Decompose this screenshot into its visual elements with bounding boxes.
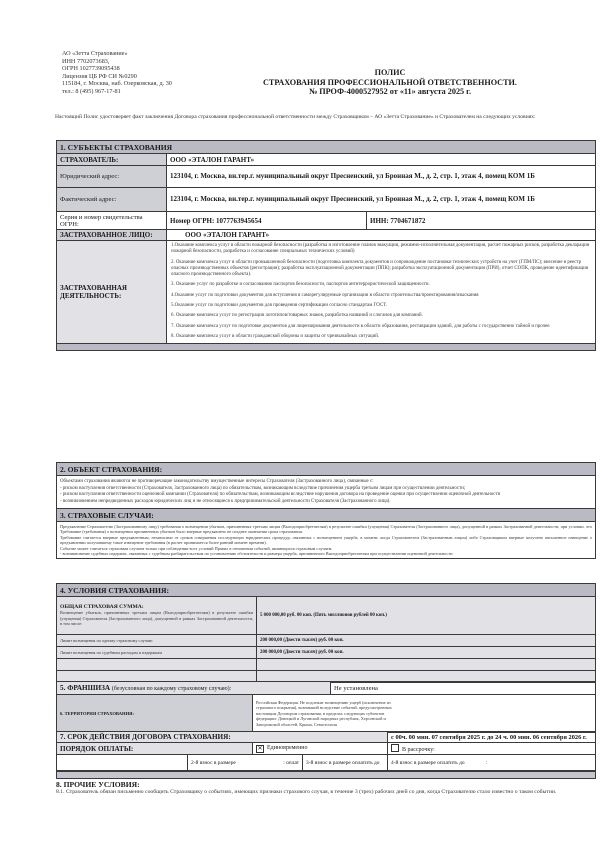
insured-value: ООО «ЭТАЛОН ГАРАНТ» [167, 230, 596, 241]
section-8-text: 8.1. Страхователь обязан письменно сообщить Страховщику о событиях, имеющих признаки страхового случая, в течение 3 (трех) рабочих дней со дня, когда Страхователю стало известно о таком событии. [56, 789, 557, 795]
section-7 [56, 731, 596, 771]
installment-2-due: : оплат [283, 759, 299, 766]
activity-label: ЗАСТРАХОВАННАЯ ДЕЯТЕЛЬНОСТЬ: [57, 241, 167, 344]
section-3 [56, 508, 596, 559]
insurer-value: ООО «ЭТАЛОН ГАРАНТ» [167, 154, 596, 166]
section-4-header: 4. УСЛОВИЯ СТРАХОВАНИЯ: [57, 584, 596, 597]
section-4 [56, 583, 596, 683]
empty-cell [57, 755, 188, 771]
total-sum-desc: Возмещение убытков, причиненных третьим лицам (Выгодоприобретателям) в результате ошибки (упущения) Страхователя (Застрахованного лица), допущенной в рамках Застрахованной деятельности, в том числе: [60, 610, 253, 627]
object-line: Объектами страхования являются не противоречащие законодательству имущественные интересы Страхователя (Застрахованного лица), связанные с: [60, 479, 374, 484]
activity-item: 6. Оказание комплекса услуг по регистрации логотипов/товарных знаков, разработка названий и слоганов для компаний. [171, 313, 423, 319]
case-line: Предъявление Страхователю (Застрахованному лицу) требования о возмещении убытков, причиненных третьим лицам (Выгодоприобретателям) в результате ошибки (упущения) Страхователя (Застрахованного лица), допущенной в рамках Застрахованной деятельности, при условии, что Требование (требования) о возмещении причиненных убытков было впервые предъявлено не позднее окончания срока страхования. [60, 524, 592, 535]
actual-address-label: Фактический адрес: [57, 188, 167, 212]
empty-cell [257, 659, 596, 671]
section-8-bar [56, 771, 596, 779]
installment-4-sep: : [485, 759, 488, 766]
title-line2: СТРАХОВАНИЯ ПРОФЕССИОНАЛЬНОЙ ОТВЕТСТВЕННОСТИ. [263, 77, 517, 87]
payment-once-option[interactable] [253, 743, 388, 755]
installment-3-label: 3-й взнос в размере оплатить до [306, 759, 380, 766]
territory-value: Российская Федерация. Не подлежит возмещению ущерб (исключение из страхового покрытия), возникший вследствие событий, предусмотренных настоящим Договором страхования, в пределах следующих субъектов федерации: Донецкой и Луганской народных республик, Херсонской и Запорожской областей, Крыма, Севастополя [253, 695, 596, 733]
payment-once-label: Единовременно [267, 744, 308, 751]
section-3-body [57, 522, 596, 559]
deductible-title: 5. ФРАНШИЗА [60, 684, 111, 692]
issuer-ogrn: ОГРН 1027739095438 [62, 65, 120, 72]
insurer-label: СТРАХОВАТЕЛЬ: [57, 154, 167, 166]
section-2-body [57, 476, 596, 509]
deductible-note: (безусловная по каждому страховому случаю): [111, 686, 232, 692]
section-1-header: 1. СУБЪЕКТЫ СТРАХОВАНИЯ [57, 141, 596, 154]
legal-address-label: Юридический адрес: [57, 166, 167, 188]
territory-label: 6. ТЕРРИТОРИЯ СТРАХОВАНИЯ: [57, 695, 253, 733]
total-sum-cell [57, 597, 257, 635]
limit-court-value: 200 000,00 (Двести тысяч) руб. 00 коп. [257, 647, 596, 659]
issuer-phone: тел.: 8 (495) 967-17-81 [62, 87, 121, 95]
total-sum-label: ОБЩАЯ СТРАХОВАЯ СУММА: [60, 604, 144, 611]
limit-case-label: Лимит возмещения по одному страховому случаю: [57, 635, 257, 647]
limit-case-value: 200 000,00 (Двести тысяч) руб. 00 коп. [257, 635, 596, 647]
activity-item: 3. Оказание услуг по разработке и согласованию паспортов безопасности, паспортов антитеррористической защищенности. [171, 282, 430, 288]
issuer-inn: ИНН 7702073683, [62, 57, 110, 65]
payment-installments-label: В рассрочку: [402, 747, 435, 753]
title-line3: № ПРОФ-4000527952 от «11» августа 2025 г. [308, 87, 472, 96]
payment-label: ПОРЯДОК ОПЛАТЫ: [57, 743, 253, 755]
payment-installments-option[interactable] [388, 743, 596, 755]
term-value: с 00ч. 00 мин. 07 сентября 2025 г. до 24 ч. 00 мин. 06 сентября 2026 г. [388, 732, 596, 743]
installment-4-label: 4-й взнос в размере оплатить до [391, 759, 465, 766]
section-8-header: 8. ПРОЧИЕ УСЛОВИЯ: [56, 780, 140, 789]
deductible-label [57, 682, 331, 695]
object-line: - риском наступления ответственности (Страхователя, Застрахованного лица) по обязательствам, возникающим вследствие причинения ущерба третьим лицам при осуществлении деятельности; [60, 485, 466, 491]
activity-item: 5.Оказание услуг по подготовки документов для проведения сертификации согласно стандартам ГОСТ. [171, 303, 387, 309]
intro-text: Настоящий Полис удостоверяет факт заключения Договора страхования профессиональной ответственности между Страховщиком – АО «Зетта Страхование» и Страхователем на следующих условиях: [55, 114, 536, 120]
empty-cell [57, 659, 257, 671]
term-label: 7. СРОК ДЕЙСТВИЯ ДОГОВОРА СТРАХОВАНИЯ: [57, 732, 388, 743]
issuer-address: 115184, г. Москва, наб. Озерковская, д. 30 [62, 80, 172, 87]
insured-label: ЗАСТРАХОВАННОЕ ЛИЦО: [57, 230, 167, 241]
object-line: - риском наступления ответственности оценочной компании (Страхователя) по обязательствам, возникающим вследствие нарушения договора на проведение оценки при осуществлении оценочной деятельности [60, 492, 501, 498]
section-8 [56, 771, 596, 796]
cert-label: Серия и номер свидетельства ОГРН: [57, 212, 167, 230]
section-2-header: 2. ОБЪЕКТ СТРАХОВАНИЯ: [57, 463, 596, 476]
installment-2-label: 2-й взнос в размере [191, 759, 236, 766]
section-2 [56, 462, 596, 509]
activity-item: 2. Оказание комплекса услуг в области промышленной безопасности (подготовка комплекта документов и сопровождение постановки технических устройств на учет (ГПМ/ПС); внесение в реестр опасных производственных объектов (регистрация); разработка эксплуатационной документации (ППК); разработка эксплуатационной документации (ПРИ), отчет СОПК, проведение идентификации опасного производственного объекта). [171, 259, 589, 278]
section-5-6 [56, 681, 596, 733]
issuer-block [62, 50, 172, 95]
total-sum-value: 5 000 000,00 руб. 00 коп. (Пять миллионов рублей 00 коп.) [257, 597, 596, 635]
object-line: - возникновением непредвиденных расходов юридических лиц и не относящиеся к предпринимательской деятельности Страхователя (Застрахованного лица). [60, 498, 391, 504]
title-line1: ПОЛИС [374, 68, 406, 77]
case-line: Требование считается впервые предъявленным, независимо от сроков совершения последующих юридических процедур, связанных с возмещением ущерба, в момент, когда Страхователем (Застрахованным лицом) либо Страховщиком впервые получено письменное извещение о предъявлении получившему такое извещение требования (в расчет принимается более ранний момент времени). [60, 534, 592, 546]
section-1 [56, 140, 596, 351]
case-line: Событие может считаться страховым случаем только при соблюдении всех условий Правил в отношении событий, являющихся страховым случаем. [60, 545, 333, 551]
activity-list [167, 241, 596, 344]
deductible-value: Не установлена [331, 682, 596, 695]
installment-2 [188, 755, 303, 771]
installment-3 [303, 755, 388, 771]
issuer-name: АО «Зетта Страхование» [62, 50, 128, 57]
checkbox-unchecked-icon[interactable] [391, 744, 399, 752]
legal-address-value: 123104, г. Москва, вн.тер.г. муниципальный округ Пресненский, ул Бронная М., д. 2, стр. 1, этаж 4, помещ КОМ 1Б [167, 166, 596, 188]
activity-item: 1.Оказание комплекса услуг в области пожарной безопасности (разработка и изготовление планов эвакуации, режимно-исполнительная документация, расчет пожарных рисков, разработка декларации пожарной безопасности, разработка и согласование специальных технических условий) [171, 243, 590, 255]
inn-value: ИНН: 7704671872 [367, 212, 596, 230]
checkbox-checked-icon[interactable]: ✕ [257, 745, 263, 752]
limit-court-label: Лимит возмещения по судебным расходам и издержкам [57, 647, 257, 659]
section-3-header: 3. СТРАХОВЫЕ СЛУЧАИ: [57, 509, 596, 522]
actual-address-value: 123104, г. Москва, вн.тер.г. муниципальный округ Пресненский, ул Бронная М., д. 2, стр. 1, этаж 4, помещ КОМ 1Б [167, 188, 596, 212]
issuer-license: Лицензия ЦБ РФ СИ №0290 [62, 72, 137, 80]
activity-item: 8. Оказание комплекса услуг в области гражданской обороны и защиты от чрезвычайных ситуаций. [171, 333, 380, 339]
activity-item: 7. Оказание комплекса услуг по подготовке документов для лицензирования деятельности в области образования, реставрации зданий, для работы с государственно тайной и прочее. [171, 323, 551, 329]
policy-title [200, 68, 580, 97]
section-spacer [57, 344, 596, 351]
installment-4 [388, 755, 596, 771]
case-line: - возникновение судебных издержек, связанных с судебным разбирательством по установлению обстоятельств и размера ущерба, причиненного Выгодоприобретателям при осуществлении оценочной деятельности [60, 551, 453, 557]
activity-item: 4.Оказание услуг по подготовки документов для вступления в саморегулируемые организации в области строительства/проектирования/изыскания [171, 292, 479, 298]
ogrn-value: Номер ОГРН: 1077763945654 [167, 212, 367, 230]
